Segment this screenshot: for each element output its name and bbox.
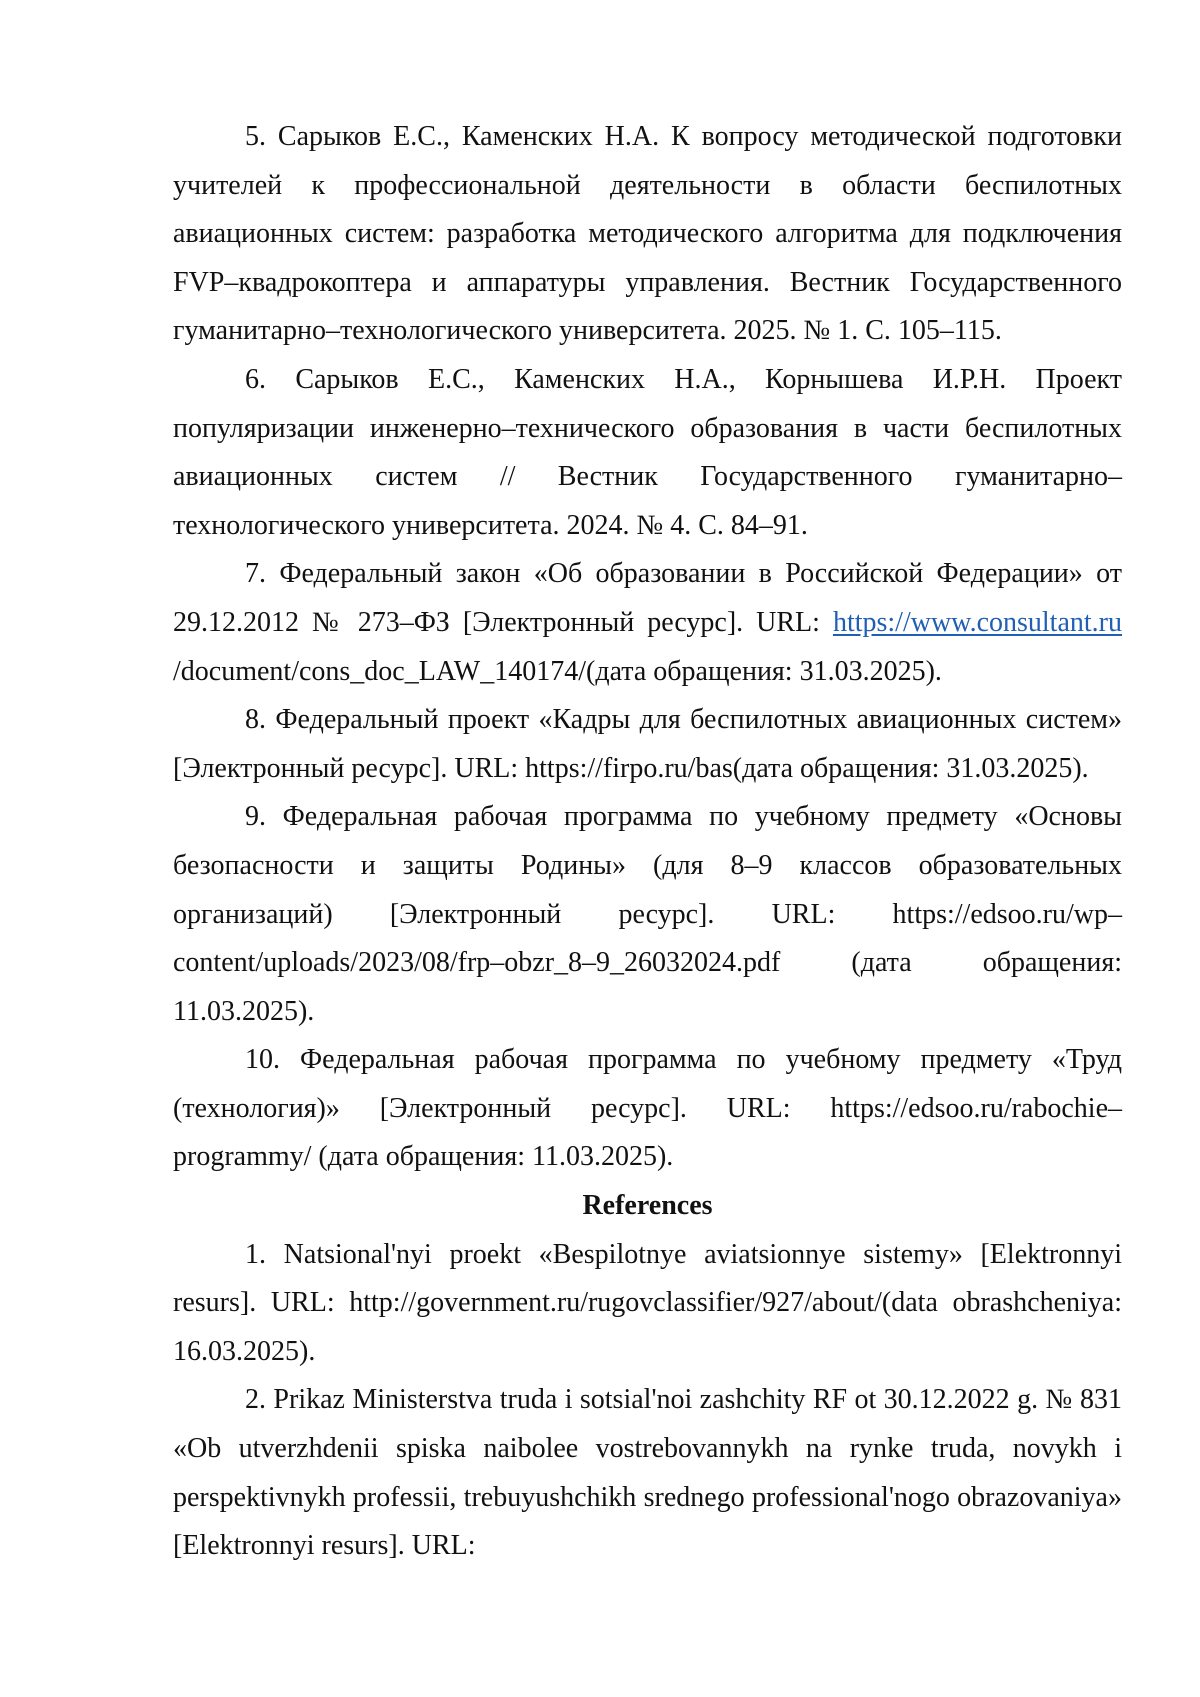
references-item-1 bbox=[173, 1231, 1122, 1377]
bibliography-item-7 bbox=[173, 550, 1122, 696]
item-number: 10. bbox=[245, 1044, 280, 1075]
bibliography-item-10 bbox=[173, 1036, 1122, 1182]
item-number: 7. bbox=[245, 558, 266, 589]
item-text: Федеральный закон «Об образовании в Российской Федерации» от 29.12.2012 № 273–ФЗ [Электронный ресурс]. URL: bbox=[173, 558, 1122, 638]
bibliography-item-5 bbox=[173, 113, 1122, 356]
item-text: Федеральный проект «Кадры для беспилотных авиационных систем» [Электронный ресурс]. URL: https://firpo.ru/bas(дата обращения: 31.03.2025). bbox=[173, 704, 1122, 784]
item-text: Natsional'nyi proekt «Bespilotnye aviatsionnye sistemy» [Elektronnyi resurs]. URL: http://government.ru/rugovclassifier/927/about/(data obrashcheniya: 16.03.2025). bbox=[173, 1239, 1122, 1367]
bibliography-item-6 bbox=[173, 356, 1122, 550]
item-number: 6. bbox=[245, 364, 266, 395]
bibliography-item-8 bbox=[173, 696, 1122, 793]
bibliography-item-9 bbox=[173, 793, 1122, 1036]
item-number: 2. bbox=[245, 1384, 266, 1415]
item-text: Сарыков Е.С., Каменских Н.А. К вопросу методической подготовки учителей к профессиональной деятельности в области беспилотных авиационных систем: разработка методического алгоритма для подключения FVP–квадрокоптера и аппаратуры управления. Вестник Государственного гуманитарно–технологического университета. 2025. № 1. С. 105–115. bbox=[173, 121, 1122, 346]
item-text: Федеральная рабочая программа по учебному предмету «Основы безопасности и защиты Родины» (для 8–9 классов образовательных организаций) [Электронный ресурс]. URL: https://edsoo.ru/wp–content/uploads/2023/08/frp–obzr_8–9_26032024.pdf (дата обращения: 11.03.2025). bbox=[173, 801, 1122, 1026]
item-text: Сарыков Е.С., Каменских Н.А., Корнышева И.Р.Н. Проект популяризации инженерно–технического образования в части беспилотных авиационных систем // Вестник Государственного гуманитарно–технологического университета. 2024. № 4. С. 84–91. bbox=[173, 364, 1122, 541]
item-text-after-link: /document/cons_doc_LAW_140174/(дата обращения: 31.03.2025). bbox=[173, 656, 942, 687]
item-number: 5. bbox=[245, 121, 266, 152]
item-number: 1. bbox=[245, 1239, 266, 1270]
item-number: 9. bbox=[245, 801, 266, 832]
item-number: 8. bbox=[245, 704, 266, 735]
consultant-link[interactable]: https://www.consultant.ru bbox=[833, 607, 1122, 638]
references-heading: References bbox=[173, 1182, 1122, 1231]
item-text: Федеральная рабочая программа по учебному предмету «Труд (технология)» [Электронный ресурс]. URL: https://edsoo.ru/rabochie–programmy/ (дата обращения: 11.03.2025). bbox=[173, 1044, 1122, 1172]
item-text: Prikaz Ministerstva truda i sotsial'noi zashchity RF ot 30.12.2022 g. № 831 «Ob utverzhdenii spiska naibolee vostrebovannykh na rynke truda, novykh i perspektivnykh professii, trebuyushchikh srednego professional'nogo obrazovaniya» [Elektronnyi resurs]. URL: bbox=[173, 1384, 1122, 1561]
document-page bbox=[173, 113, 1122, 1571]
references-item-2 bbox=[173, 1376, 1122, 1570]
